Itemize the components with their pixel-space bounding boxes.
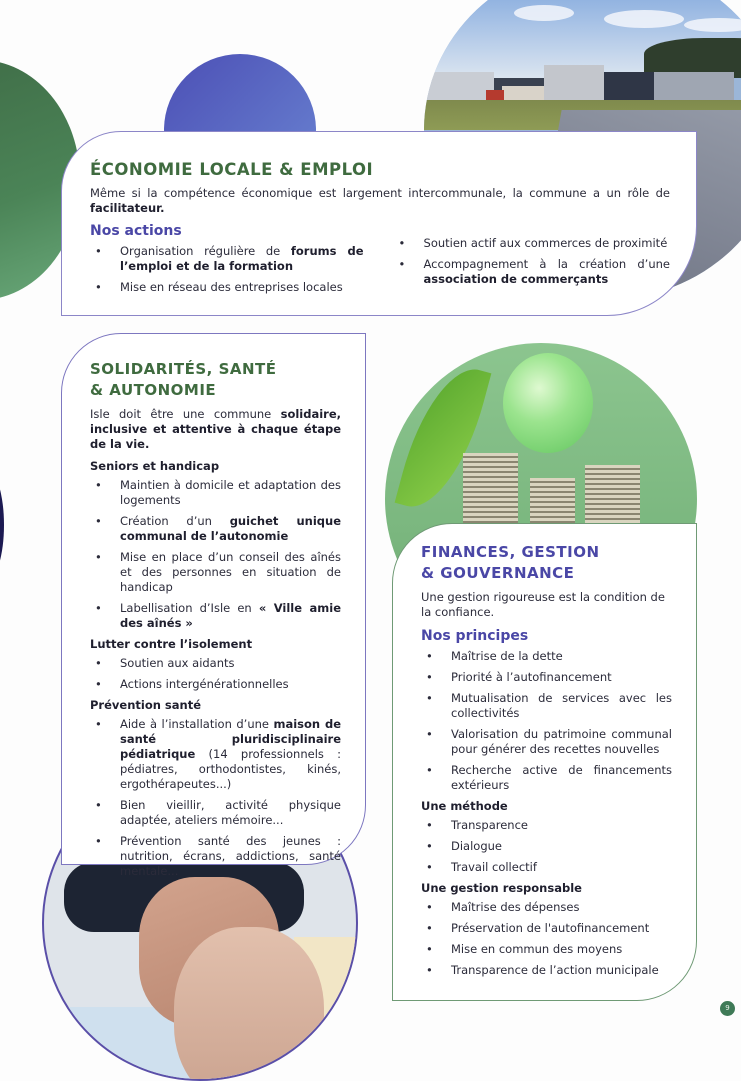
finances-title: FINANCES, GESTION & GOUVERNANCE xyxy=(421,543,600,582)
list-item: • Soutien actif aux commerces de proximité xyxy=(394,236,670,251)
list-item: • Bien vieillir, activité physique adaptée, ateliers mémoire... xyxy=(90,798,341,828)
gestion-heading: Une gestion responsable xyxy=(421,881,582,895)
gestion-list xyxy=(421,900,672,978)
list-item: • Actions intergénérationnelles xyxy=(90,677,341,692)
finances-card xyxy=(392,523,697,1001)
economie-actions-left xyxy=(90,244,364,295)
methode-list xyxy=(421,818,672,875)
principes-list xyxy=(421,649,672,793)
solidarite-intro: Isle doit être une commune solidaire, inclusive et attentive à chaque étape de la vie. xyxy=(90,407,341,451)
list-item: • Dialogue xyxy=(421,839,672,854)
solidarite-title: SOLIDARITÉS, SANTÉ & AUTONOMIE xyxy=(90,360,277,399)
list-item: • Transparence de l’action municipale xyxy=(421,963,672,978)
list-item: • Priorité à l’autofinancement xyxy=(421,670,672,685)
solidarite-card xyxy=(61,333,366,878)
list-item: • Maintien à domicile et adaptation des logements xyxy=(90,478,341,508)
list-item: • Préservation de l'autofinancement xyxy=(421,921,672,936)
isolement-list xyxy=(90,656,341,692)
list-item: • Accompagnement à la création d’une association de commerçants xyxy=(394,257,670,287)
list-item: • Labellisation d’Isle en « Ville amie des aînés » xyxy=(90,601,341,631)
list-item: • Création d’un guichet unique communal de l’autonomie xyxy=(90,514,341,544)
isolement-heading: Lutter contre l’isolement xyxy=(90,637,253,651)
list-item: • Mise en commun des moyens xyxy=(421,942,672,957)
methode-heading: Une méthode xyxy=(421,799,508,813)
economie-subtitle: Nos actions xyxy=(90,223,182,239)
list-item: • Maîtrise des dépenses xyxy=(421,900,672,915)
list-item: • Prévention santé des jeunes : nutrition, écrans, addictions, santé mentale... xyxy=(90,834,341,879)
prevention-list xyxy=(90,717,341,879)
economie-actions-right xyxy=(394,236,670,295)
list-item: • Organisation régulière de forums de l’emploi et de la formation xyxy=(90,244,364,274)
decorative-navy-shape xyxy=(0,470,4,580)
list-item: • Maîtrise de la dette xyxy=(421,649,672,664)
seniors-list xyxy=(90,478,341,631)
principes-subtitle: Nos principes xyxy=(421,628,529,644)
list-item: • Travail collectif xyxy=(421,860,672,875)
economie-card xyxy=(61,131,697,316)
list-item: • Transparence xyxy=(421,818,672,833)
list-item: • Mutualisation de services avec les collectivités xyxy=(421,691,672,721)
list-item: • Recherche active de financements extérieurs xyxy=(421,763,672,793)
list-item: • Mise en place d’un conseil des aînés et des personnes en situation de handicap xyxy=(90,550,341,595)
finances-intro: Une gestion rigoureuse est la condition de la confiance. xyxy=(421,590,665,619)
seniors-heading: Seniors et handicap xyxy=(90,459,220,473)
list-item: • Aide à l’installation d’une maison de santé pluridisciplinaire pédiatrique (14 professionnels : pédiatres, orthodontistes, kinés, ergothérapeutes...) xyxy=(90,717,341,792)
economie-title: ÉCONOMIE LOCALE & EMPLOI xyxy=(90,160,374,179)
economie-intro: Même si la compétence économique est largement intercommunale, la commune a un rôle de facilitateur. xyxy=(90,186,670,215)
page-number: 9 xyxy=(720,1001,735,1016)
list-item: • Soutien aux aidants xyxy=(90,656,341,671)
list-item: • Valorisation du patrimoine communal pour générer des recettes nouvelles xyxy=(421,727,672,757)
list-item: • Mise en réseau des entreprises locales xyxy=(90,280,364,295)
prevention-heading: Prévention santé xyxy=(90,698,202,712)
